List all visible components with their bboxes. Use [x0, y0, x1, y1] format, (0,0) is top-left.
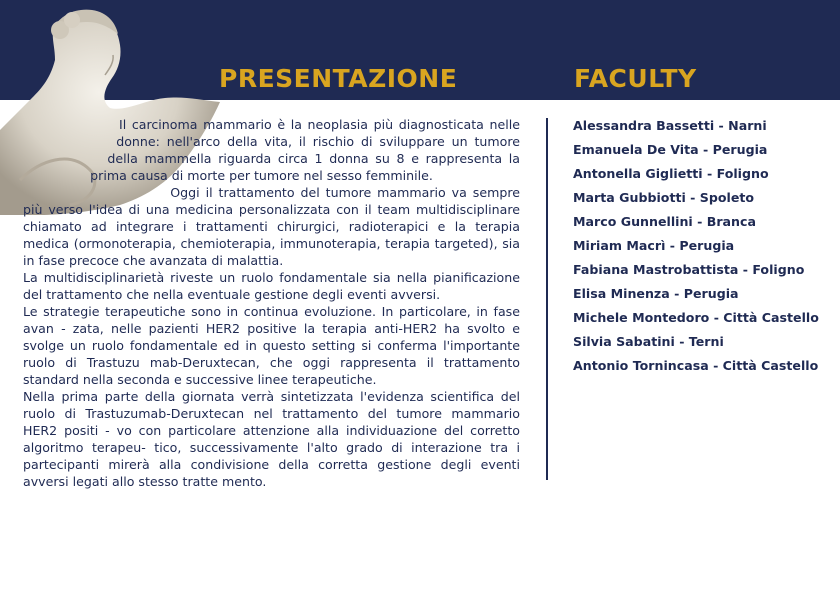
faculty-member: Marta Gubbiotti - Spoleto	[573, 190, 755, 205]
faculty-member: Fabiana Mastrobattista - Foligno	[573, 262, 805, 277]
faculty-member: Emanuela De Vita - Perugia	[573, 142, 768, 157]
presentazione-title: PRESENTAZIONE	[219, 64, 458, 93]
faculty-member: Marco Gunnellini - Branca	[573, 214, 756, 229]
faculty-title: FACULTY	[574, 64, 697, 93]
faculty-list	[573, 117, 819, 381]
divider-line	[546, 118, 548, 480]
paragraph: La multidisciplinarietà riveste un ruolo fondamentale sia nella pianificazione del trattamento che nella eventuale gestione degli eventi avversi.	[23, 270, 520, 302]
faculty-member: Elisa Minenza - Perugia	[573, 286, 739, 301]
paragraph: Il carcinoma mammario è la neoplasia più diagnosticata nelle donne: nell'arco della vita, il rischio di sviluppare un tumore della mammella riguarda circa 1 donna su 8 e rappresenta la prima causa di morte per tumore nel sesso femminile.	[90, 117, 520, 183]
faculty-member: Antonio Tornincasa - Città Castello	[573, 358, 819, 373]
faculty-member: Miriam Macrì - Perugia	[573, 238, 735, 253]
faculty-member: Antonella Giglietti - Foligno	[573, 166, 769, 181]
faculty-member: Silvia Sabatini - Terni	[573, 334, 724, 349]
paragraph: Oggi il trattamento del tumore mammario va sempre più verso l'idea di una medicina personalizzata con il team multidisciplinare chiamato ad integrare i trattamenti chirurgici, radioterapici e la terapia medica (ormonoterapia, chemioterapia, immunoterapia, terapia targeted), sia in fase precoce che avanzata di malattia.	[23, 185, 520, 268]
faculty-member: Alessandra Bassetti - Narni	[573, 118, 767, 133]
paragraph: Nella prima parte della giornata verrà sintetizzata l'evidenza scientifica del ruolo di Trastuzumab-Deruxtecan nel trattamento del tumore mammario HER2 positi - vo con particolare attenzione alla individuazione del corretto algoritmo terapeu- tico, successivamente l'alto grado di interazione tra i partecipanti mirerà alla condivisione della corretta gestione degli eventi avversi legati allo stesso tratte mento.	[23, 389, 520, 489]
paragraph: Le strategie terapeutiche sono in continua evoluzione. In particolare, in fase avan - zata, nelle pazienti HER2 positive la terapia anti-HER2 ha svolto e svolge un ruolo fondamentale ed in questo setting si conferma l'importante ruolo di Trastuzu mab-Deruxtecan, che oggi rappresenta il trattamento standard nella seconda e successive linee terapeutiche.	[23, 304, 520, 387]
presentazione-body	[23, 116, 520, 490]
faculty-member: Michele Montedoro - Città Castello	[573, 310, 819, 325]
